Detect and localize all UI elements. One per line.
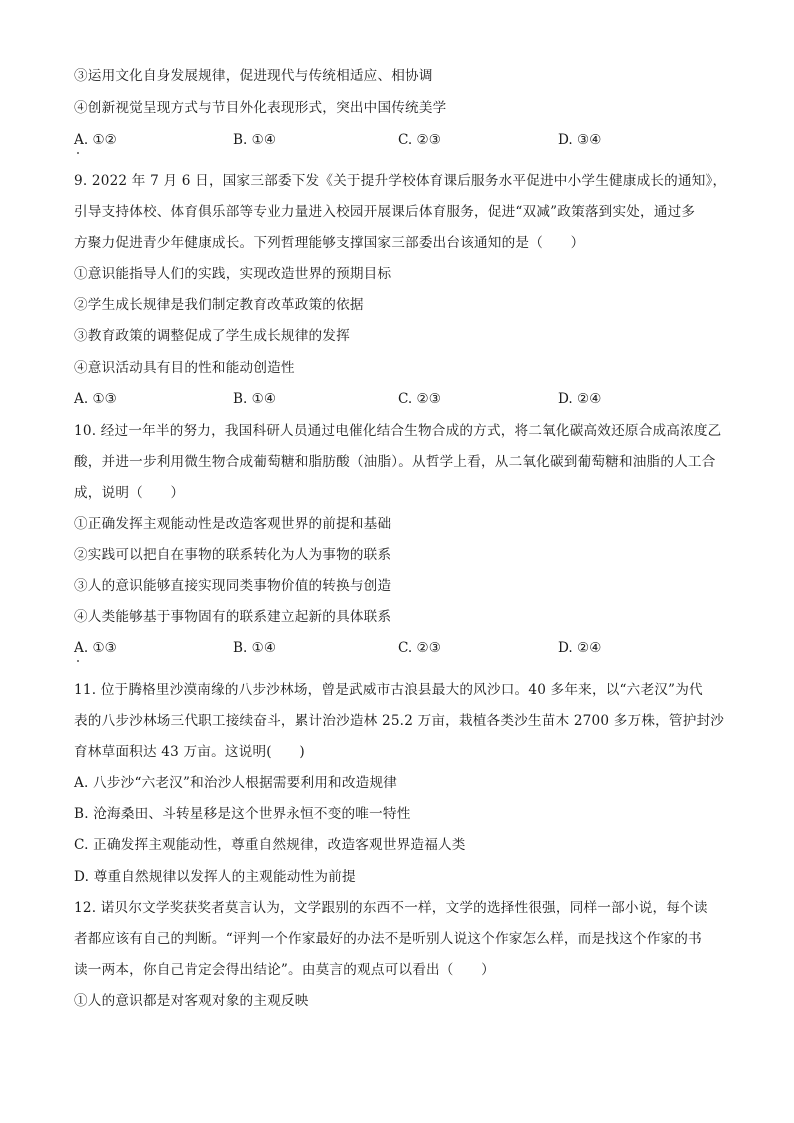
prev-option-b: B. ①④ [233,132,277,148]
q9-text-line-2: 引导支持体校、体育俱乐部等专业力量进入校园开展课后体育服务，促进“双减”政策落到实处，通过多 [74,204,696,220]
q9-statement-1: ①意识能指导人们的实践，实现改造世界的预期目标 [74,266,392,282]
q10-text-line-3: 成，说明（ ） [74,485,185,501]
q9-text-line-3: 方聚力促进青少年健康成长。下列哲理能够支撑国家三部委出台该通知的是（ ） [74,235,585,251]
prev-option-a: A. ①② [74,132,117,148]
q9-option-a: A. ①③ [74,391,117,407]
q9-option-b: B. ①④ [233,391,277,407]
q12-text-line-2: 者都应该有自己的判断。“评判一个作家最好的办法不是听别人说这个作家怎么样，而是找这个作家的书 [74,931,702,947]
q10-statement-3: ③人的意识能够直接实现同类事物价值的转换与创造 [74,578,392,594]
q11-option-d: D. 尊重自然规律以发挥人的主观能动性为前提 [74,869,356,885]
q12-statement-1: ①人的意识都是对客观对象的主观反映 [74,993,309,1009]
q12-text-line-3: 读一两本，你自己肯定会得出结论”。由莫言的观点可以看出（ ） [74,962,495,978]
q10-statement-1: ①正确发挥主观能动性是改造客观世界的前提和基础 [74,516,392,532]
q9-option-d: D. ②④ [558,391,602,407]
q10-text-line-1: 10. 经过一年半的努力，我国科研人员通过电催化结合生物合成的方式，将二氧化碳高效还原合成高浓度乙 [74,423,722,439]
q10-option-d: D. ②④ [558,640,602,656]
q10-statement-4: ④人类能够基于事物固有的联系建立起新的具体联系 [74,609,392,625]
q10-statement-2: ②实践可以把自在事物的联系转化为人为事物的联系 [74,547,392,563]
q11-option-a: A. 八步沙“六老汉”和治沙人根据需要利用和改造规律 [74,775,398,791]
q11-text-line-1: 11. 位于腾格里沙漠南缘的八步沙林场，曾是武威市古浪县最大的风沙口。40 多年来，以“六老汉”为代 [74,682,703,698]
prev-option-c: C. ②③ [398,132,441,148]
prev-statement-3: ③运用文化自身发展规律，促进现代与传统相适应、相协调 [74,68,433,84]
q9-statement-3: ③教育政策的调整促成了学生成长规律的发挥 [74,328,350,344]
q10-option-b: B. ①④ [233,640,277,656]
scan-mark [77,152,79,154]
q11-option-b: B. 沧海桑田、斗转星移是这个世界永恒不变的唯一特性 [74,806,411,822]
q9-text-line-1: 9. 2022 年 7 月 6 日，国家三部委下发《关于提升学校体育课后服务水平促进中小学生健康成长的通知》， [74,173,727,189]
q10-option-a: A. ①③ [74,640,117,656]
q9-option-c: C. ②③ [398,391,441,407]
scan-mark [77,660,79,662]
q11-option-c: C. 正确发挥主观能动性，尊重自然规律，改造客观世界造福人类 [74,837,466,853]
q9-statement-2: ②学生成长规律是我们制定教育改革政策的依据 [74,297,364,313]
prev-statement-4: ④创新视觉呈现方式与节目外化表现形式，突出中国传统美学 [74,100,447,116]
q10-option-c: C. ②③ [398,640,441,656]
prev-option-d: D. ③④ [558,132,602,148]
q11-text-line-2: 表的八步沙林场三代职工接续奋斗，累计治沙造林 25.2 万亩，栽植各类沙生苗木 2700 多万株，管护封沙 [74,713,725,729]
q11-text-line-3: 育林草面积达 43 万亩。这说明( ) [74,744,305,760]
q10-text-line-2: 酸，并进一步利用微生物合成葡萄糖和脂肪酸（油脂）。从哲学上看，从二氧化碳到葡萄糖和油脂的人工合 [74,454,716,470]
q12-text-line-1: 12. 诺贝尔文学奖获奖者莫言认为，文学跟别的东西不一样，文学的选择性很强，同样一部小说，每个读 [74,900,708,916]
q9-statement-4: ④意识活动具有目的性和能动创造性 [74,360,295,376]
